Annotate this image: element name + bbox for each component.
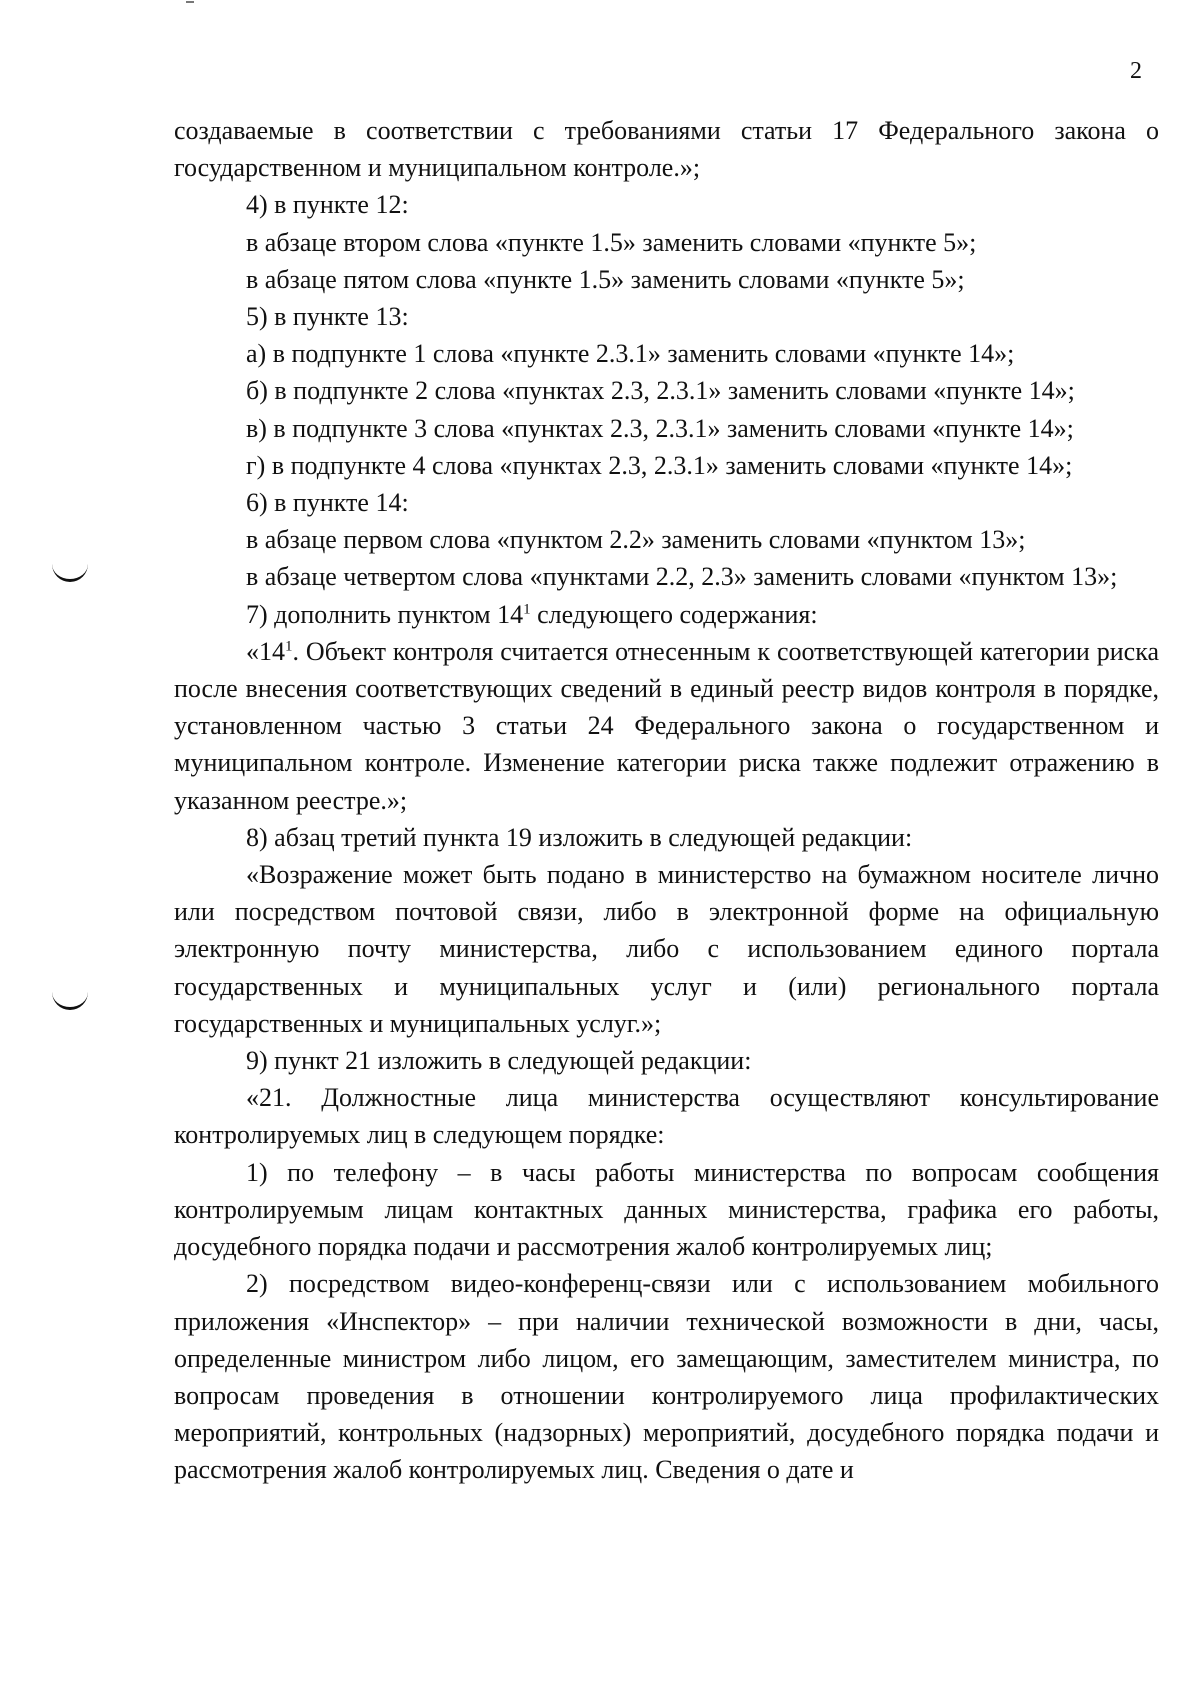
binding-hole-mark — [52, 563, 88, 582]
paragraph: 9) пункт 21 изложить в следующей редакции: — [246, 1046, 752, 1076]
paragraph: 4) в пункте 12: — [246, 190, 409, 220]
page-number: 2 — [1130, 58, 1142, 84]
paragraph: 5) в пункте 13: — [246, 302, 409, 332]
paragraph: 6) в пункте 14: — [246, 488, 409, 518]
paragraph: б) в подпункте 2 слова «пунктах 2.3, 2.3.1» заменить словами «пункте 14»; — [246, 376, 1075, 406]
paragraph: 8) абзац третий пункта 19 изложить в следующей редакции: — [246, 822, 913, 852]
paragraph: в) в подпункте 3 слова «пунктах 2.3, 2.3.1» заменить словами «пункте 14»; — [246, 413, 1074, 443]
paragraph: в абзаце пятом слова «пункте 1.5» заменить словами «пункте 5»; — [246, 264, 965, 294]
paragraph: г) в подпункте 4 слова «пунктах 2.3, 2.3.1» заменить словами «пункте 14»; — [246, 450, 1073, 480]
document-body — [174, 112, 1159, 1489]
paragraph: 1) по телефону – в часы работы министерства по вопросам сообщения контролируемым лицам контактных данных министерства, графика его работы, досудебного порядка подачи и рассмотрения жалоб контролируемых лиц; — [174, 1157, 1159, 1262]
paragraph: «$14^1$. Объект контроля считается отнесенным к соответствующей категории риска после внесения соответствующих сведений в единый реестр видов контроля в порядке, установленном частью 3 статьи 24 Федерального закона о государственном и муниципальном контроле. Изменение категории риска также подлежит отражению в указанном реестре.»; — [174, 636, 1159, 815]
scan-speck — [186, 1, 194, 3]
paragraph: «Возражение может быть подано в министерство на бумажном носителе лично или посредством почтовой связи, либо в электронной форме на официальную электронную почту министерства, либо с использованием единого портала государственных и муниципальных услуг и (или) регионального портала государственных и муниципальных услуг.»; — [174, 860, 1159, 1038]
binding-hole-mark — [52, 991, 88, 1010]
paragraph: в абзаце четвертом слова «пунктами 2.2, 2.3» заменить словами «пунктом 13»; — [246, 562, 1118, 592]
paragraph: в абзаце первом слова «пунктом 2.2» заменить словами «пунктом 13»; — [246, 525, 1026, 555]
superscript: 1 — [285, 638, 293, 655]
paragraph: создаваемые в соответствии с требованиями статьи 17 Федерального закона о государственном и муниципальном контроле.»; — [174, 116, 1159, 183]
paragraph: 2) посредством видео-конференц-связи или с использованием мобильного приложения «Инспектор» – при наличии технической возможности в дни, часы, определенные министром либо лицом, его замещающим, заместителем министра, по вопросам проведения в отношении контролируемого лица профилактических мероприятий, контрольных (надзорных) мероприятий, досудебного порядка подачи и рассмотрения жалоб контролируемых лиц. Сведения о дате и — [174, 1269, 1159, 1485]
paragraph: 7) дополнить пунктом $14^1$ следующего содержания: — [246, 599, 818, 629]
paragraph: в абзаце втором слова «пункте 1.5» заменить словами «пункте 5»; — [246, 227, 977, 257]
paragraph: а) в подпункте 1 слова «пункте 2.3.1» заменить словами «пункте 14»; — [246, 339, 1015, 369]
paragraph: «21. Должностные лица министерства осуществляют консультирование контролируемых лиц в следующем порядке: — [174, 1083, 1159, 1150]
superscript: 1 — [523, 600, 531, 617]
